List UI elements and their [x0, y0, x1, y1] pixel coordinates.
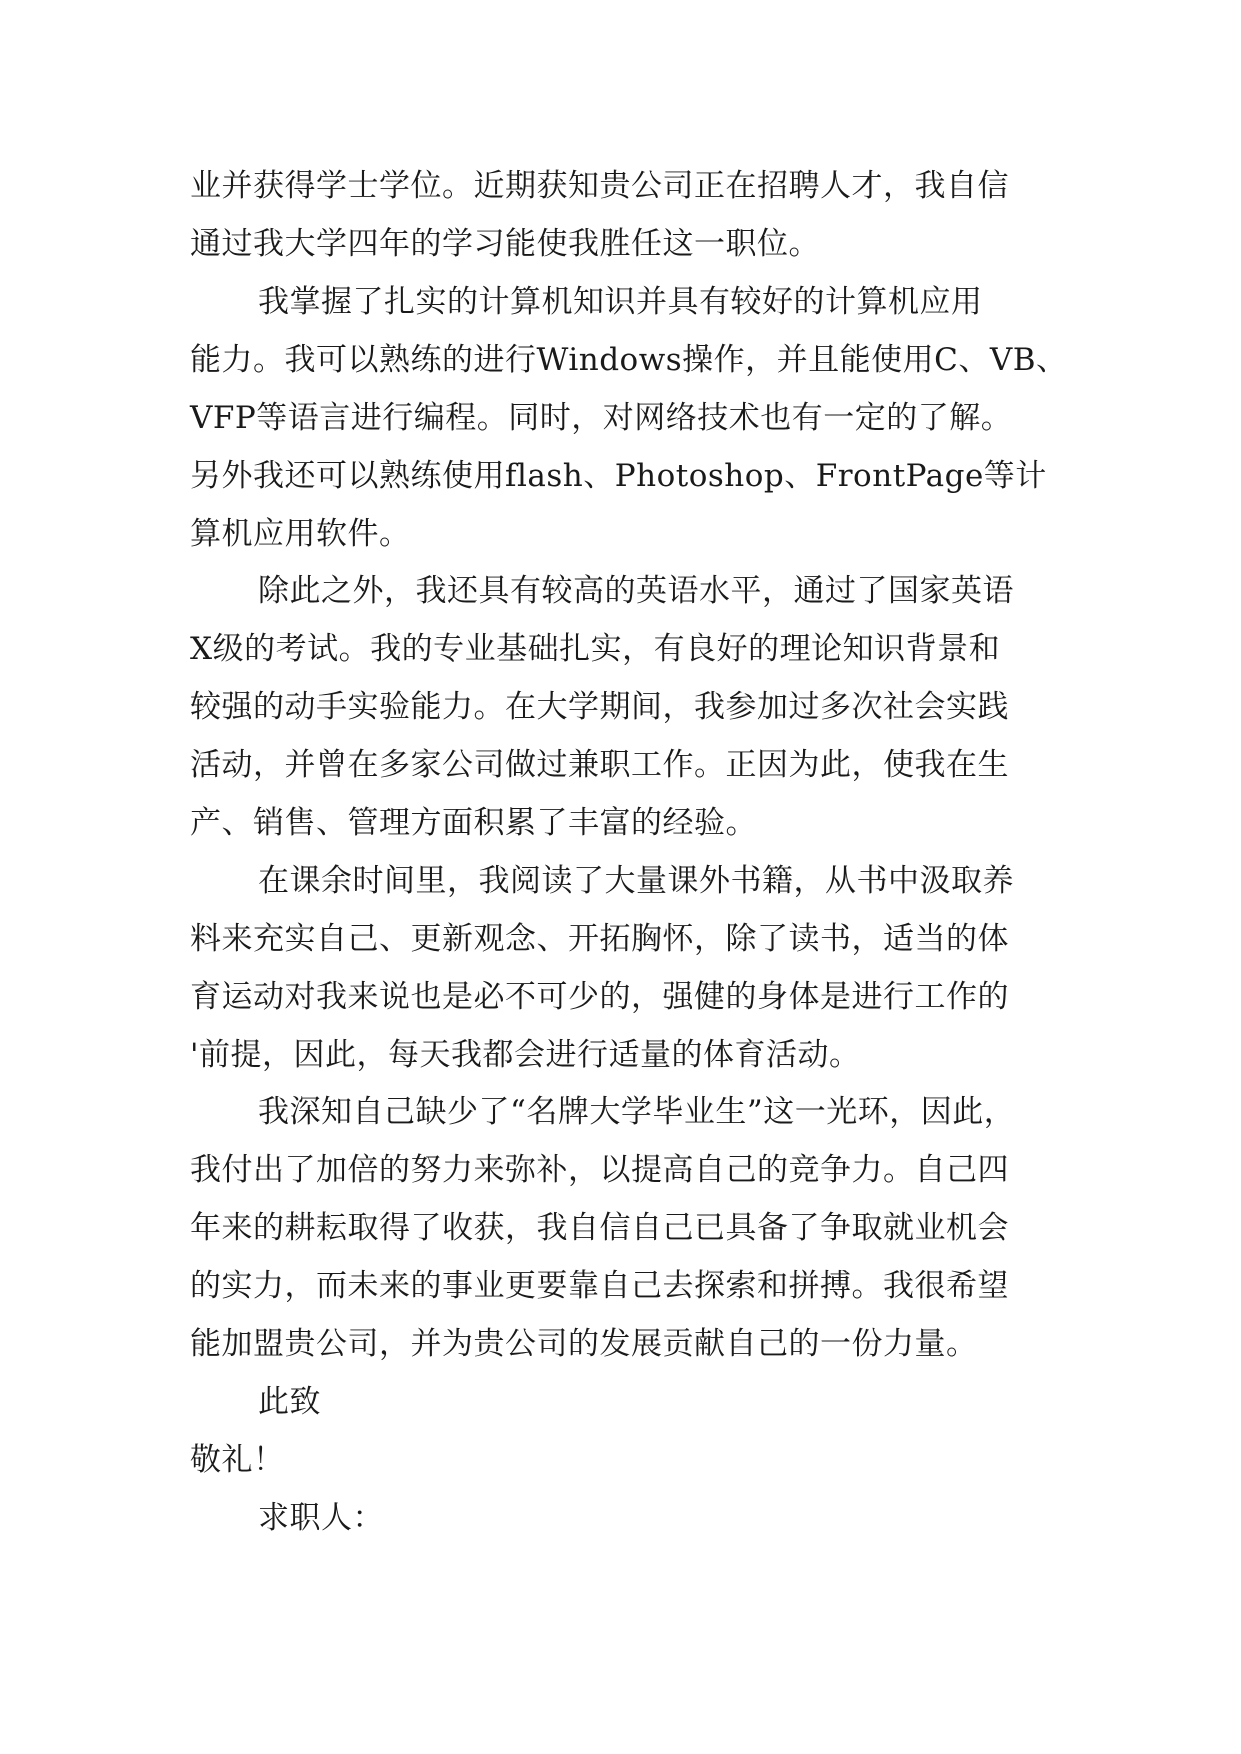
- letter-line: 料来充实自己、更新观念、开拓胸怀，除了读书，适当的体: [190, 921, 1009, 957]
- letter-line: 另外我还可以熟练使用flash、Photoshop、FrontPage等计: [190, 458, 1047, 494]
- regards-line: 敬礼！: [190, 1442, 285, 1478]
- letter-line: 算机应用软件。: [190, 516, 411, 552]
- letter-line: 育运动对我来说也是必不可少的，强健的身体是进行工作的: [190, 979, 1009, 1015]
- letter-line: 业并获得学士学位。近期获知贵公司正在招聘人才，我自信: [190, 168, 1009, 204]
- letter-line: 能加盟贵公司，并为贵公司的发展贡献自己的一份力量。: [190, 1326, 978, 1362]
- salutation-line: 此致: [258, 1384, 321, 1420]
- letter-line: '前提，因此，每天我都会进行适量的体育活动。: [190, 1037, 861, 1073]
- letter-line: 年来的耕耘取得了收获，我自信自己已具备了争取就业机会: [190, 1210, 1009, 1246]
- letter-line: 较强的动手实验能力。在大学期间，我参加过多次社会实践: [190, 689, 1009, 725]
- letter-line: 的实力，而未来的事业更要靠自己去探索和拼搏。我很希望: [190, 1268, 1009, 1304]
- paragraph-reading-line: 在课余时间里，我阅读了大量课外书籍，从书中汲取养: [258, 863, 1014, 899]
- letter-line: 我付出了加倍的努力来弥补，以提高自己的竞争力。自己四: [190, 1152, 1009, 1188]
- letter-line: VFP等语言进行编程。同时，对网络技术也有一定的了解。: [190, 400, 1013, 436]
- letter-line: 能力。我可以熟练的进行Windows操作，并且能使用C、VB、: [190, 342, 1068, 378]
- letter-line: 产、销售、管理方面积累了丰富的经验。: [190, 805, 757, 841]
- applicant-signature-line: 求职人：: [258, 1500, 384, 1536]
- letter-line: 通过我大学四年的学习能使我胜任这一职位。: [190, 226, 820, 262]
- letter-line: 活动，并曾在多家公司做过兼职工作。正因为此，使我在生: [190, 747, 1009, 783]
- paragraph-closing-line: 我深知自己缺少了“名牌大学毕业生”这一光环，因此，: [258, 1094, 1016, 1130]
- paragraph-english-line: 除此之外，我还具有较高的英语水平，通过了国家英语: [258, 573, 1014, 609]
- letter-line: X级的考试。我的专业基础扎实，有良好的理论知识背景和: [190, 631, 1001, 667]
- paragraph-skills-line: 我掌握了扎实的计算机知识并具有较好的计算机应用: [258, 284, 983, 320]
